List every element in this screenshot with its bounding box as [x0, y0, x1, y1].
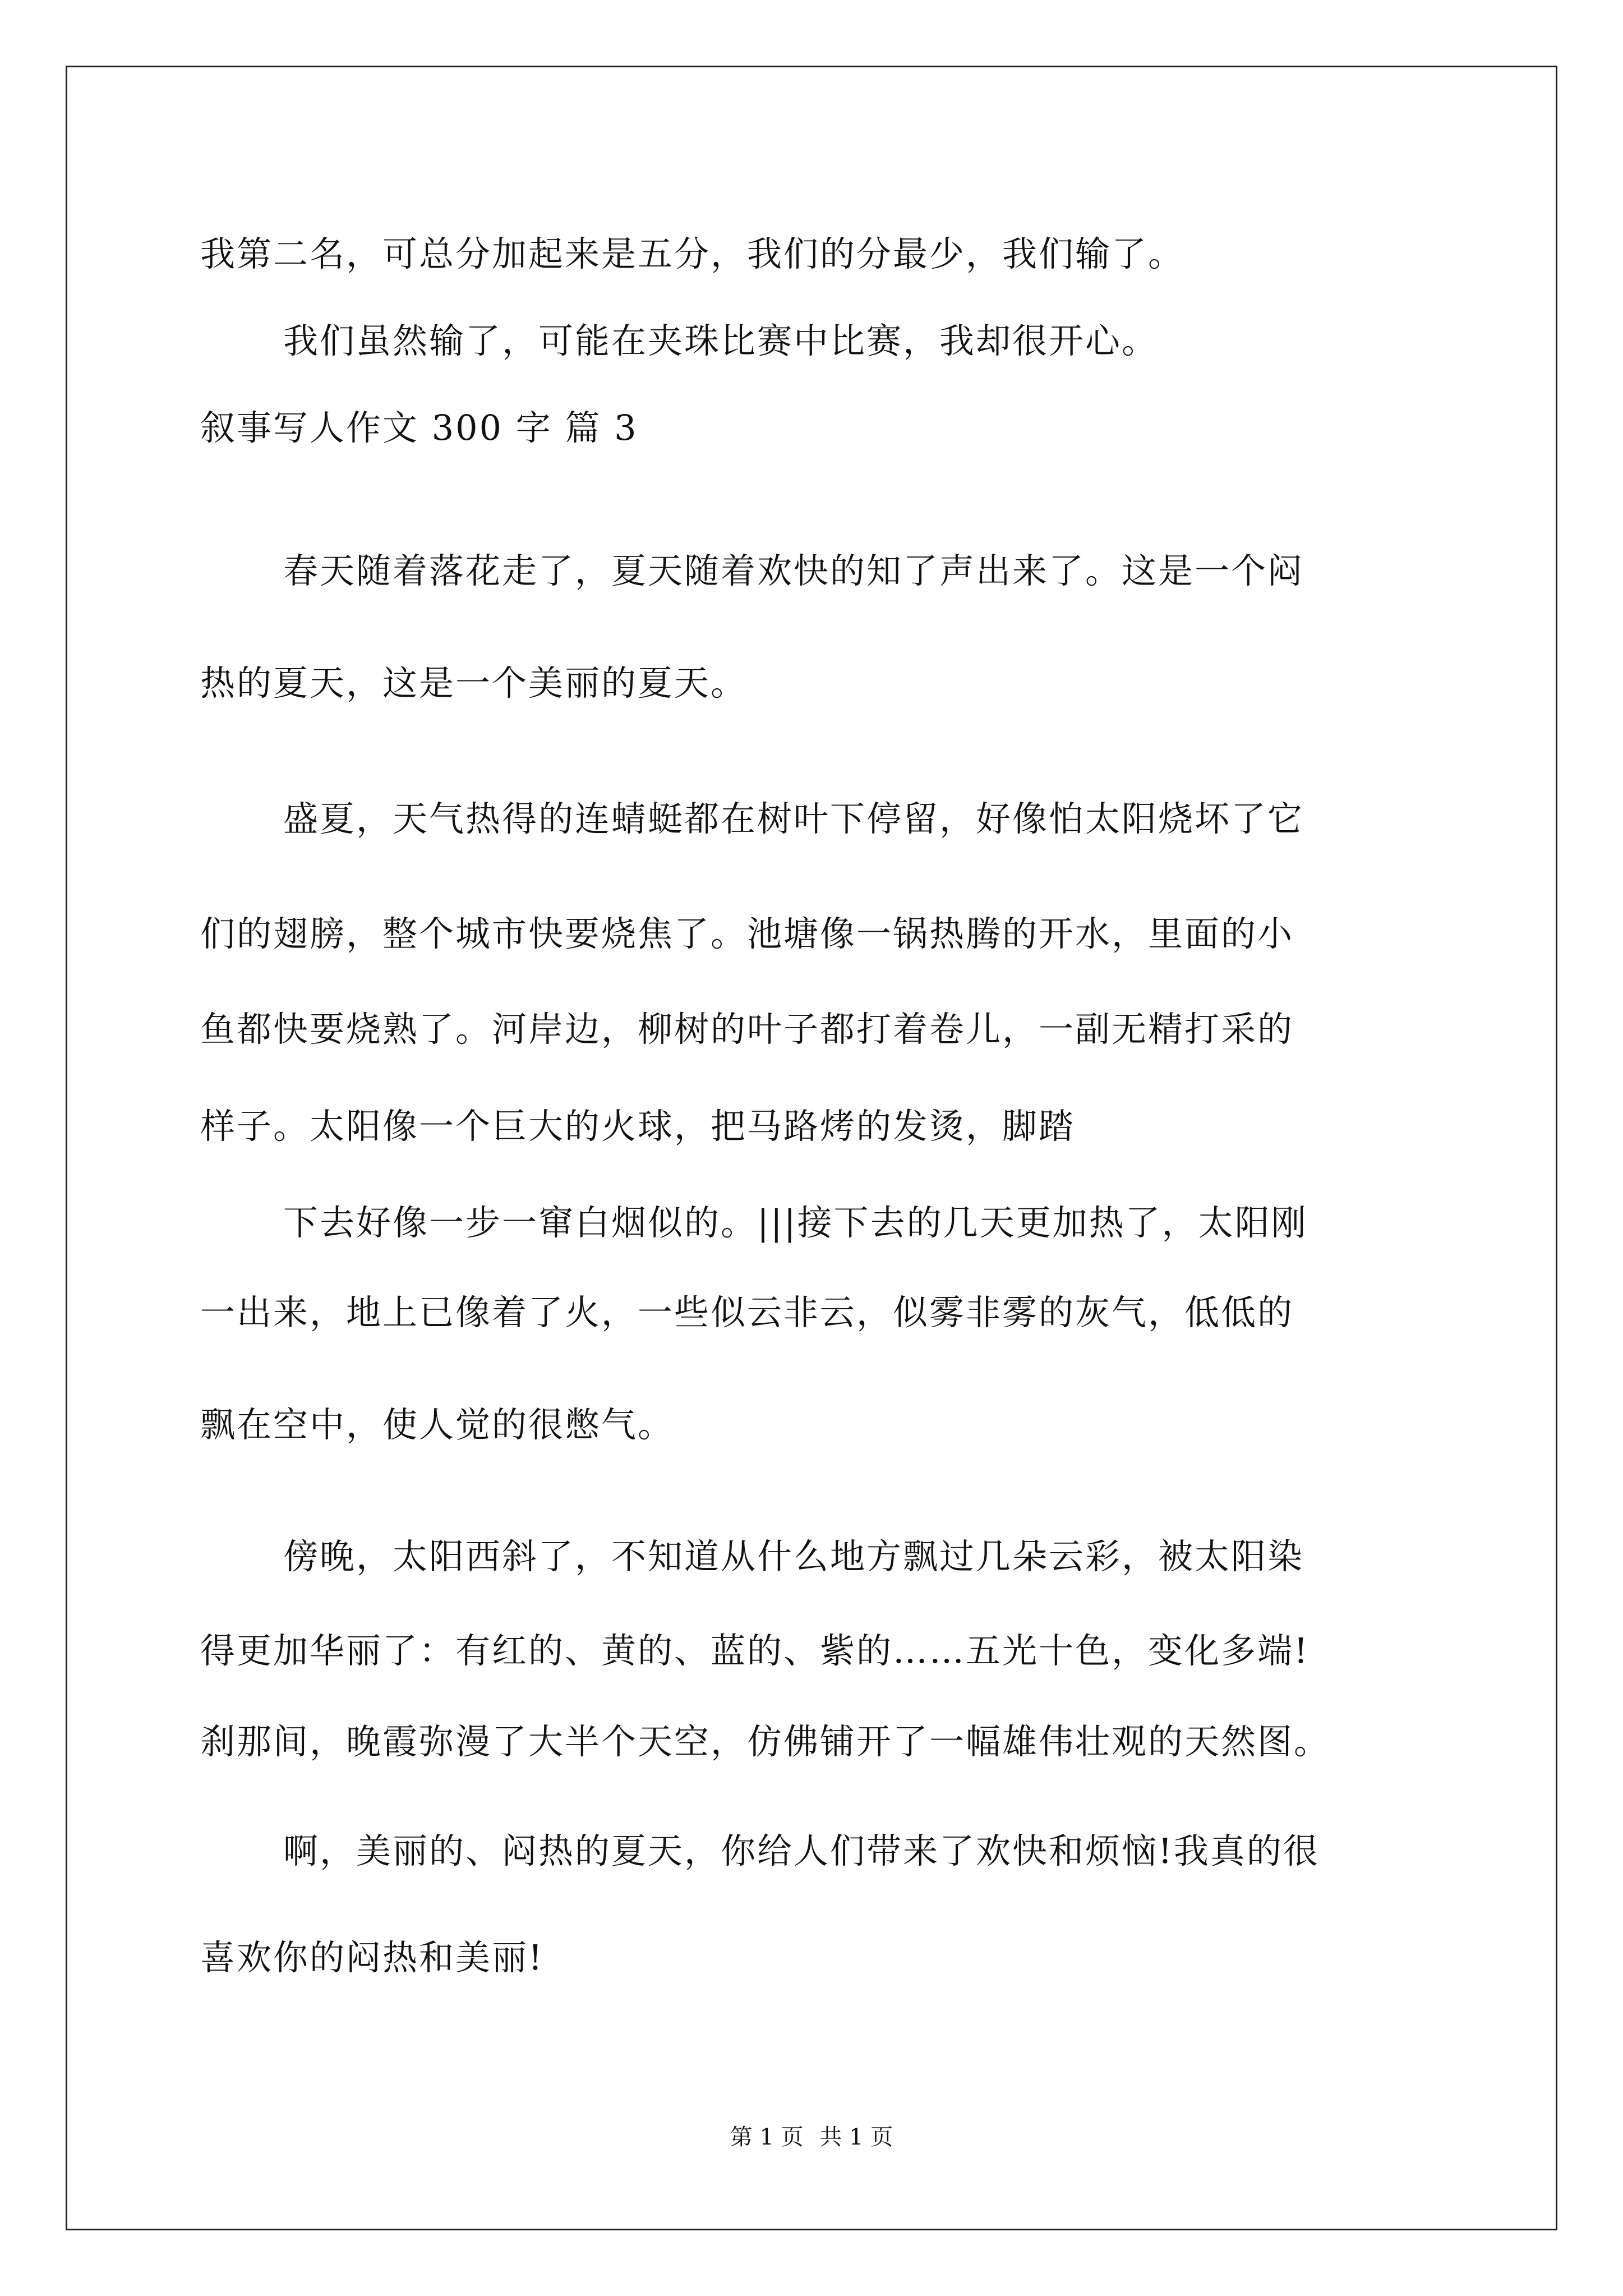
text-line-14: 得更加华丽了：有红的、黄的、蓝的、紫的……五光十色，变化多端! [200, 1630, 1310, 1671]
text-line-12: 飘在空中，使人觉的很憋气。 [200, 1404, 675, 1445]
text-line-10: 下去好像一步一窜白烟似的。|||接下去的几天更加热了，太阳刚 [283, 1202, 1308, 1243]
text-line-7: 们的翅膀，整个城市快要烧焦了。池塘像一锅热腾的开水，里面的小 [200, 913, 1294, 954]
page-number: 第 1 页 [730, 2124, 804, 2150]
section-heading: 叙事写人作文 300 字 篇 3 [200, 407, 638, 448]
text-line-11: 一出来，地上已像着了火，一些似云非云，似雾非雾的灰气，低低的 [200, 1292, 1294, 1333]
page-footer [0, 2123, 1623, 2151]
text-line-9: 样子。太阳像一个巨大的火球，把马路烤的发烫，脚踏 [200, 1106, 1076, 1147]
text-line-2: 我们虽然输了，可能在夹珠比赛中比赛，我却很开心。 [283, 320, 1159, 361]
text-line-5: 热的夏天，这是一个美丽的夏天。 [200, 662, 748, 703]
text-line-16: 啊，美丽的、闷热的夏天，你给人们带来了欢快和烦恼!我真的很 [283, 1830, 1320, 1871]
text-line-6: 盛夏，天气热得的连蜻蜓都在树叶下停留，好像怕太阳烧坏了它 [283, 798, 1304, 839]
text-line-8: 鱼都快要烧熟了。河岸边，柳树的叶子都打着卷儿，一副无精打采的 [200, 1009, 1294, 1050]
text-line-17: 喜欢你的闷热和美丽! [200, 1937, 544, 1978]
text-line-1: 我第二名，可总分加起来是五分，我们的分最少，我们输了。 [200, 233, 1185, 274]
text-line-13: 傍晚，太阳西斜了，不知道从什么地方飘过几朵云彩，被太阳染 [283, 1536, 1304, 1577]
text-line-15: 刹那间，晚霞弥漫了大半个天空，仿佛铺开了一幅雄伟壮观的天然图。 [200, 1721, 1331, 1762]
page-total: 共 1 页 [819, 2124, 893, 2150]
text-line-4: 春天随着落花走了，夏天随着欢快的知了声出来了。这是一个闷 [283, 550, 1304, 591]
